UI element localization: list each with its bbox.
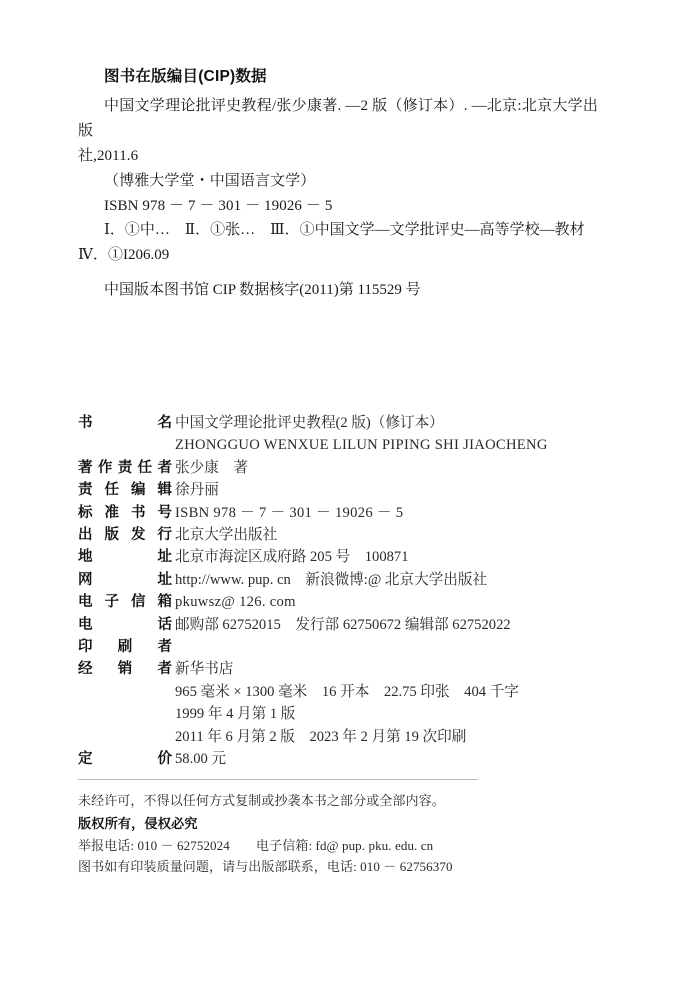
- colophon-row-value: 965 毫米 × 1300 毫米 16 开本 22.75 印张 404 千字: [175, 683, 519, 700]
- colophon-row: [78, 412, 618, 434]
- colophon-row: [78, 479, 618, 501]
- colophon-row: [78, 569, 618, 591]
- colophon-row: [78, 748, 618, 770]
- colophon-row-value: 北京市海淀区成府路 205 号 100871: [175, 549, 409, 566]
- footer-notice: [78, 790, 598, 878]
- colophon-row-label: [78, 434, 172, 456]
- cip-series: （博雅大学堂・中国语言文学）: [104, 173, 316, 189]
- cip-classification-line-2: Ⅳ．①I206.09: [78, 247, 170, 263]
- colophon-row: [78, 457, 618, 479]
- colophon-row-label: [78, 703, 172, 725]
- colophon-row-label: 定 价: [78, 751, 172, 768]
- colophon-row-label: [78, 681, 172, 703]
- colophon-row-value: 张少康 著: [175, 459, 248, 476]
- colophon-row-value: ZHONGGUO WENXUE LILUN PIPING SHI JIAOCHENG: [175, 437, 548, 454]
- colophon-row: [78, 614, 618, 636]
- cip-classification-line-1: Ⅰ．①中… Ⅱ．①张… Ⅲ．①中国文学—文学批评史—高等学校—教材: [104, 222, 585, 238]
- colophon-row-value: 徐丹丽: [175, 482, 219, 499]
- colophon-row-label: 印 刷 者: [78, 639, 172, 656]
- colophon-row: [78, 681, 618, 703]
- cip-entry: [78, 94, 598, 169]
- colophon-row-value: 1999 年 4 月第 1 版: [175, 706, 296, 723]
- colophon-row-value: 58.00 元: [175, 751, 227, 768]
- footer-divider: [78, 779, 478, 780]
- colophon-row: [78, 636, 618, 658]
- colophon-row-label: 著 作 责 任 者: [78, 459, 172, 476]
- cip-block: [78, 66, 598, 219]
- colophon-row-value: 2011 年 6 月第 2 版 2023 年 2 月第 19 次印刷: [175, 728, 467, 745]
- colophon-row-label: 经 销 者: [78, 661, 172, 678]
- colophon-row-value: 北京大学出版社: [175, 527, 278, 544]
- colophon-row-label: 出 版 发 行: [78, 527, 172, 544]
- colophon-row: [78, 726, 618, 748]
- colophon-row-label: 地 址: [78, 549, 172, 566]
- cip-heading: 图书在版编目(CIP)数据: [104, 68, 267, 85]
- colophon-row: [78, 502, 618, 524]
- cip-check-number: 中国版本图书馆 CIP 数据核字(2011)第 115529 号: [104, 282, 421, 298]
- colophon-row: [78, 591, 618, 613]
- cip-entry-line-1: 中国文学理论批评史教程/张少康著. —2 版（修订本）. —北京:北京大学出版: [78, 98, 598, 139]
- footer-line-report-contact: 举报电话: 010 － 62752024 电子信箱: fd@ pup. pku. edu. cn: [78, 837, 434, 853]
- colophon-row-label: [78, 726, 172, 748]
- footer-line-quality-contact: 图书如有印装质量问题，请与出版部联系，电话: 010 － 62756370: [78, 859, 453, 874]
- cip-entry-line-2: 社,2011.6: [78, 148, 139, 164]
- colophon-row: [78, 546, 618, 568]
- colophon-row: [78, 703, 618, 725]
- colophon-row-value: ISBN 978 － 7 － 301 － 19026 － 5: [175, 504, 404, 521]
- colophon-row-label: 电 子 信 箱: [78, 594, 172, 611]
- colophon-row-label: 电 话: [78, 616, 172, 633]
- colophon-row-label: 标 准 书 号: [78, 504, 172, 521]
- colophon-row-label: 网 址: [78, 571, 172, 588]
- colophon-table: [78, 412, 618, 771]
- footer-line-rights-reserved: 版权所有，侵权必究: [78, 815, 198, 831]
- colophon-row: [78, 524, 618, 546]
- cip-classification: [78, 218, 598, 268]
- colophon-row: [78, 658, 618, 680]
- colophon-row-value: 新华书店: [175, 661, 234, 678]
- colophon-row-value: 邮购部 62752015 发行部 62750672 编辑部 62752022: [175, 616, 511, 633]
- footer-line-copy-warning: 未经许可，不得以任何方式复制或抄袭本书之部分或全部内容。: [78, 793, 445, 808]
- colophon-row-value: 中国文学理论批评史教程(2 版)（修订本）: [175, 415, 444, 431]
- colophon-row-label: 书 名: [78, 415, 172, 431]
- colophon-row-label: 责 任 编 辑: [78, 482, 172, 499]
- colophon-row-value: http://www. pup. cn 新浪微博:@ 北京大学出版社: [175, 571, 488, 588]
- colophon-row-value: pkuwsz@ 126. com: [175, 594, 296, 611]
- colophon-row: [78, 434, 618, 456]
- cip-isbn: ISBN 978 － 7 － 301 － 19026 － 5: [104, 198, 333, 214]
